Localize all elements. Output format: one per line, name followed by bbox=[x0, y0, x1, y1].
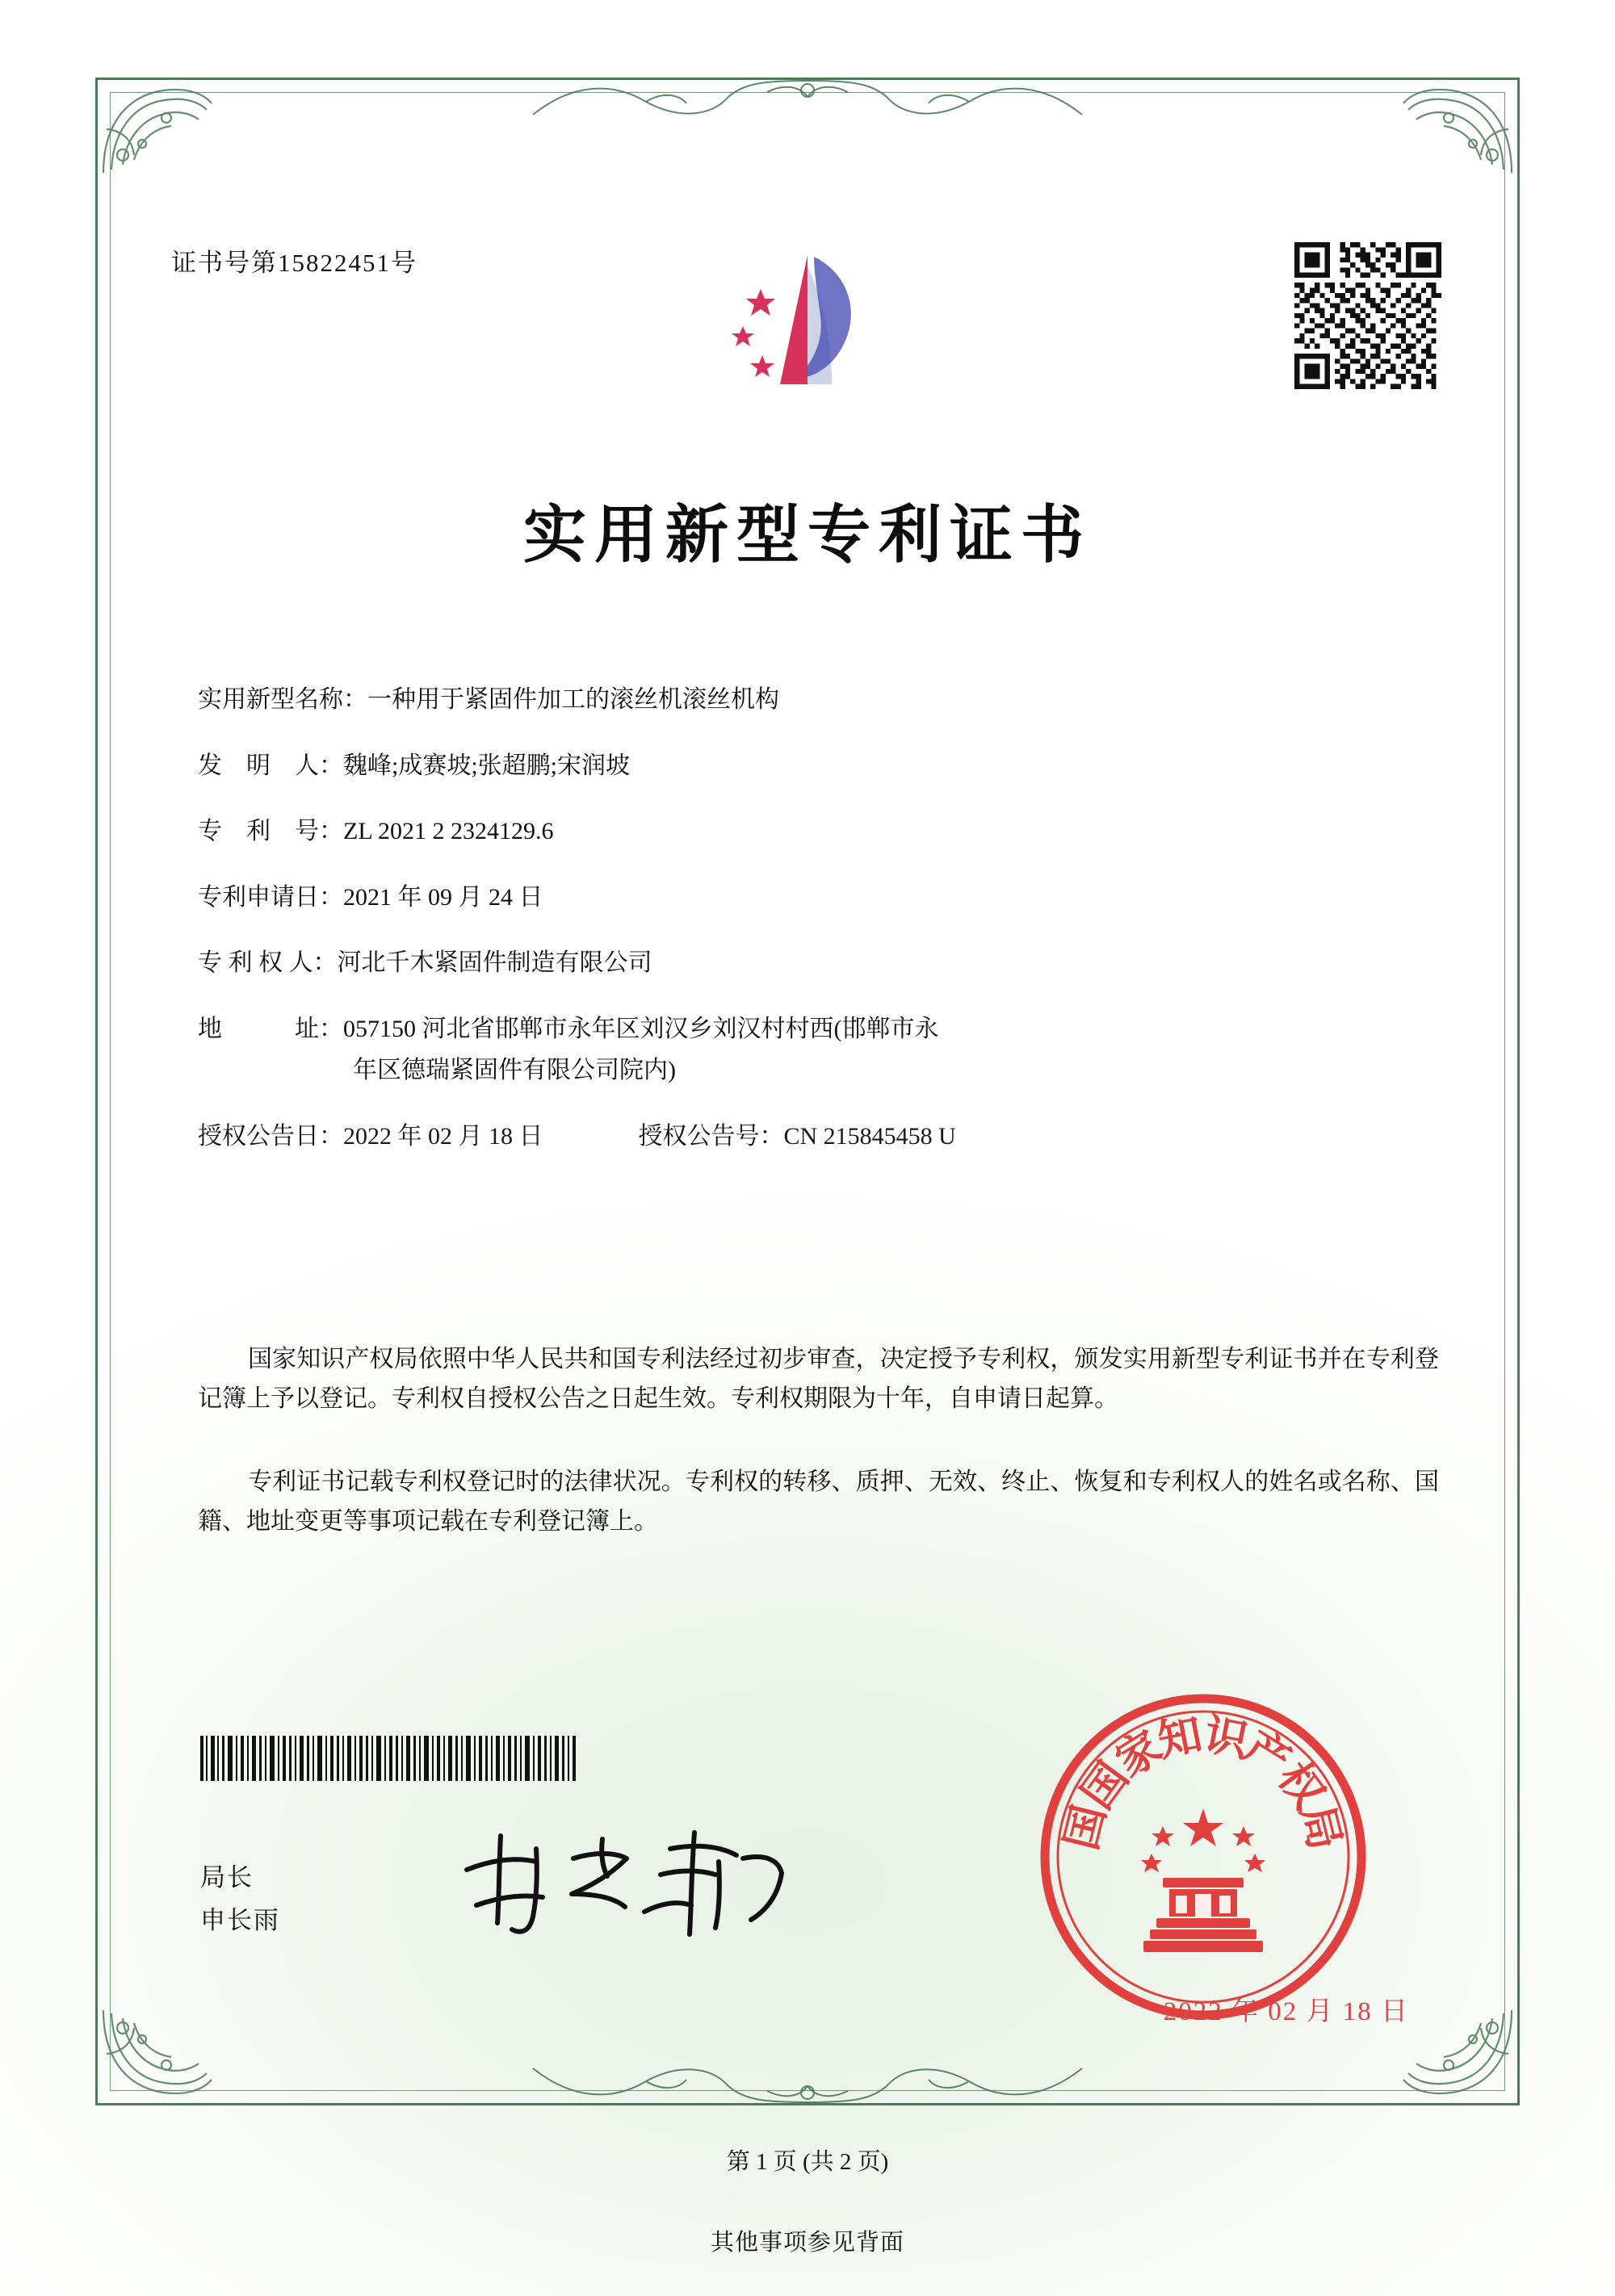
svg-text:权: 权 bbox=[1268, 1752, 1336, 1818]
footer-note: 其他事项参见背面 bbox=[710, 2230, 904, 2256]
field-label: 专 利 号： bbox=[198, 818, 343, 844]
field-label: 专利申请日： bbox=[198, 883, 343, 911]
field-patent-number bbox=[198, 814, 1441, 849]
address-line-2: 年区德瑞紧固件有限公司院内) bbox=[353, 1057, 676, 1083]
field-value: 2021 年 09 月 24 日 bbox=[343, 883, 543, 911]
field-address bbox=[198, 1012, 1441, 1088]
field-value: 河北千木紧固件制造有限公司 bbox=[337, 949, 652, 976]
grant-date-label: 授权公告日： bbox=[198, 1122, 343, 1150]
legal-paragraph-2: 专利证书记载专利权登记时的法律状况。专利权的转移、质押、无效、终止、恢复和专利权人的姓名或名称、国籍、地址变更等事项记载在专利登记簿上。 bbox=[198, 1469, 1439, 1535]
field-value: 魏峰;成赛坡;张超鹏;宋润坡 bbox=[343, 752, 631, 779]
field-value: ZL 2021 2 2324129.6 bbox=[343, 818, 554, 844]
svg-text:产: 产 bbox=[1235, 1720, 1300, 1787]
director-title: 局长 bbox=[200, 1863, 254, 1892]
field-utility-model-name bbox=[198, 682, 1441, 718]
field-label: 地 址： bbox=[198, 1015, 343, 1042]
field-label: 专 利 权 人： bbox=[198, 949, 338, 976]
field-value bbox=[343, 1012, 1441, 1088]
svg-text:家: 家 bbox=[1106, 1720, 1171, 1787]
svg-text:识: 识 bbox=[1200, 1707, 1253, 1767]
director-name: 申长雨 bbox=[200, 1905, 280, 1934]
field-grant-announcement bbox=[198, 1119, 1441, 1154]
field-label: 实用新型名称： bbox=[198, 686, 367, 713]
page-number: 第 1 页 (共 2 页) bbox=[726, 2149, 889, 2175]
svg-text:局: 局 bbox=[1290, 1800, 1353, 1855]
corner-ornament-icon bbox=[99, 81, 220, 178]
field-value: 一种用于紧固件加工的滚丝机滚丝机构 bbox=[367, 686, 779, 713]
field-application-date bbox=[198, 880, 1441, 915]
grant-number-label: 授权公告号： bbox=[638, 1122, 784, 1150]
grant-date-value: 2022 年 02 月 18 日 bbox=[343, 1122, 543, 1150]
svg-text:国: 国 bbox=[1054, 1800, 1116, 1855]
corner-ornament-icon bbox=[99, 2005, 220, 2102]
certificate-number: 证书号第15822451号 bbox=[171, 249, 417, 277]
official-red-seal-icon bbox=[1034, 1687, 1373, 2026]
handwritten-signature-icon bbox=[452, 1816, 791, 1946]
svg-text:国: 国 bbox=[1071, 1752, 1139, 1818]
field-inventors bbox=[198, 748, 1441, 784]
qr-code-icon bbox=[1294, 242, 1441, 389]
legal-paragraph-1: 国家知识产权局依照中华人民共和国专利法经过初步审查，决定授予专利权，颁发实用新型专利证书并在专利登记簿上予以登记。专利权自授权公告之日起生效。专利权期限为十年，自申请日起算。 bbox=[198, 1346, 1439, 1412]
corner-ornament-icon bbox=[1395, 2005, 1516, 2102]
field-label: 发 明 人： bbox=[198, 752, 343, 779]
signature-block bbox=[200, 1857, 280, 1942]
bottom-ornament-icon bbox=[525, 2052, 1090, 2109]
patent-office-logo-icon bbox=[711, 242, 904, 420]
seal-date: 2022 年 02 月 18 日 bbox=[1163, 1997, 1409, 2026]
barcode-icon bbox=[200, 1736, 604, 1781]
page-title: 实用新型专利证书 bbox=[522, 498, 1092, 572]
field-patentee bbox=[198, 945, 1441, 981]
field-list bbox=[198, 682, 1441, 1184]
address-line-1: 057150 河北省邯郸市永年区刘汉乡刘汉村村西(邯郸市永 bbox=[343, 1015, 939, 1042]
corner-ornament-icon bbox=[1395, 81, 1516, 178]
top-ornament-icon bbox=[525, 74, 1090, 131]
grant-number-value: CN 215845458 U bbox=[783, 1122, 956, 1150]
svg-text:知: 知 bbox=[1153, 1707, 1206, 1767]
